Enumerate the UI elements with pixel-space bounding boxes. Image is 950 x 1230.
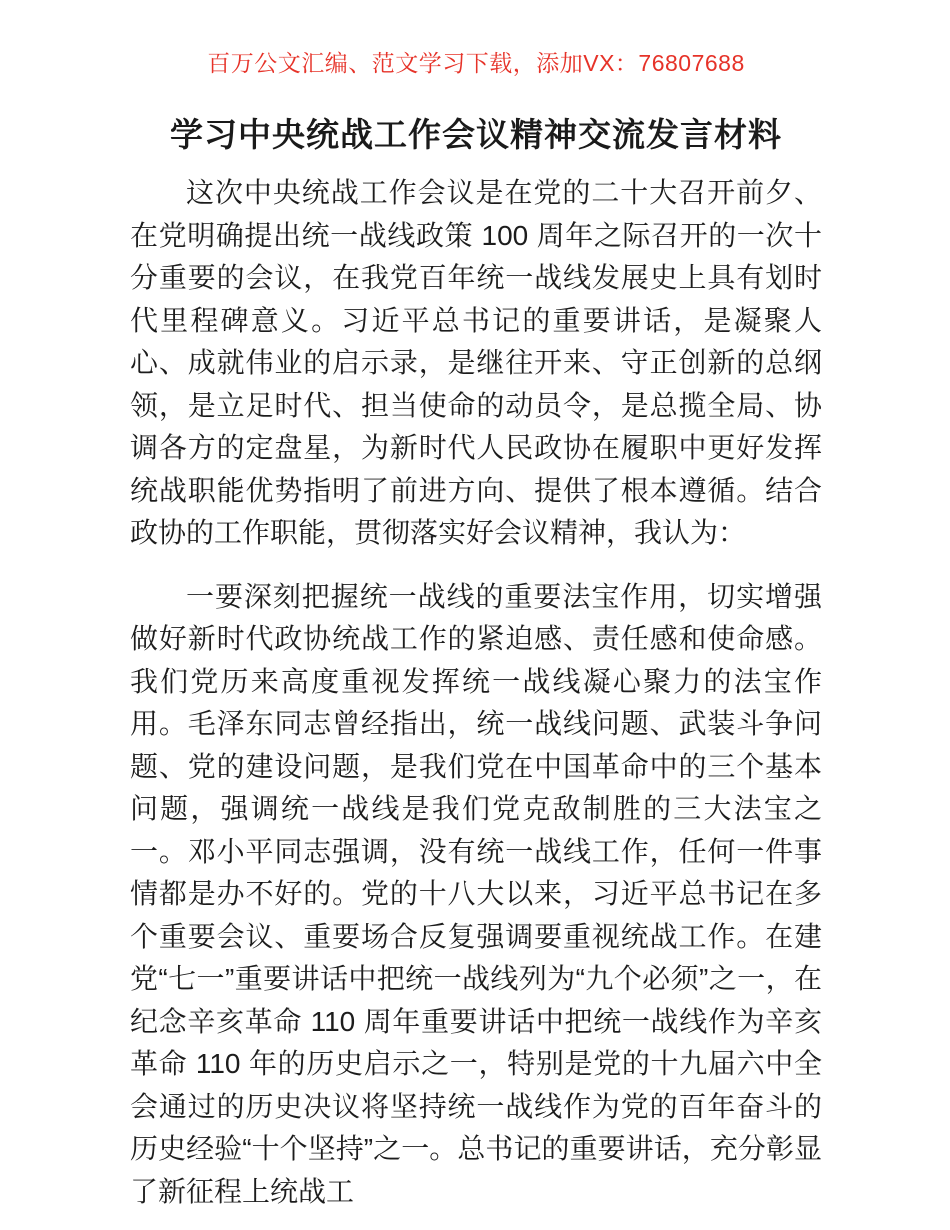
paragraph-1: 这次中央统战工作会议是在党的二十大召开前夕、在党明确提出统一战线政策 100 周年之际召开的一次十分重要的会议，在我党百年统一战线发展史上具有划时代里程碑意义。习近平总书记的重要讲话，是凝聚人心、成就伟业的启示录，是继往开来、守正创新的总纲领，是立足时代、担当使命的动员令，是总揽全局、协调各方的定盘星，为新时代人民政协在履职中更好发挥统战职能优势指明了前进方向、提供了根本遵循。结合政协的工作职能，贯彻落实好会议精神，我认为： — [130, 177, 822, 548]
page-title: 学习中央统战工作会议精神交流发言材料 — [170, 116, 782, 153]
promo-banner: 百万公文汇编、范文学习下载，添加VX：76807688 — [207, 50, 745, 76]
paragraph-2: 一要深刻把握统一战线的重要法宝作用，切实增强做好新时代政协统战工作的紧迫感、责任感和使命感。我们党历来高度重视发挥统一战线凝心聚力的法宝作用。毛泽东同志曾经指出，统一战线问题、武装斗争问题、党的建设问题，是我们党在中国革命中的三个基本问题，强调统一战线是我们党克敌制胜的三大法宝之一。邓小平同志强调，没有统一战线工作，任何一件事情都是办不好的。党的十八大以来，习近平总书记在多个重要会议、重要场合反复强调要重视统战工作。在建党“七一”重要讲话中把统一战线列为“九个必须”之一，在纪念辛亥革命 110 周年重要讲话中把统一战线作为辛亥革命 110 年的历史启示之一，特别是党的十九届六中全会通过的历史决议将坚持统一战线作为党的百年奋斗的历史经验“十个坚持”之一。总书记的重要讲话，充分彰显了新征程上统战工 — [130, 580, 822, 1207]
document-body — [130, 172, 822, 1213]
